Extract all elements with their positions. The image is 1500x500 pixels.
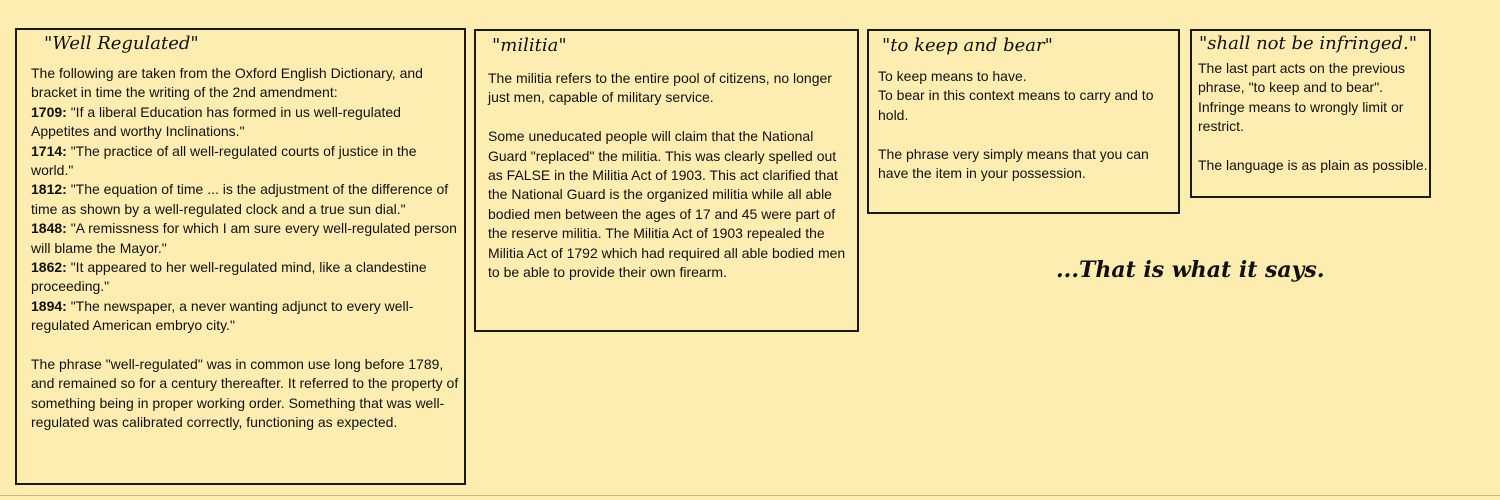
tagline: ...That is what it says. <box>1056 257 1325 283</box>
quote-year: 1812: <box>31 181 67 198</box>
intro-text: The following are taken from the Oxford English Dictionary, and bracket in time the writing of the 2nd amendment: <box>31 65 423 101</box>
plain-language-text: The language is as plain as possible. <box>1198 157 1428 174</box>
quote-item <box>31 258 461 297</box>
panel-title-well-regulated: "Well Regulated" <box>44 33 199 54</box>
quote-text: "If a liberal Education has formed in us well-regulated Appetites and worthy Inclinations." <box>31 103 401 140</box>
quote-text: "It appeared to her well-regulated mind, like a clandestine proceeding." <box>31 259 427 295</box>
infringe-definition: The last part acts on the previous phrase, "to keep and to bear". Infringe means to wrongly limit or restrict. <box>1198 60 1405 135</box>
panel-title-shall-not-be-infringed: "shall not be infringed." <box>1199 33 1418 54</box>
quote-item <box>31 219 461 258</box>
quote-year: 1862: <box>31 259 67 276</box>
quote-item <box>31 180 461 219</box>
panel-title-militia: "militia" <box>492 35 567 56</box>
conclusion-text: The phrase "well-regulated" was in common use long before 1789, and remained so for a century thereafter. It referred to the property of something being in proper working order. Something that was well-regulated was calibrated correctly, functioning as expected. <box>31 356 459 431</box>
quote-item <box>31 142 461 181</box>
quote-year: 1714: <box>31 142 67 159</box>
quote-item <box>31 297 461 336</box>
quote-text: "The newspaper, a never wanting adjunct to every well-regulated American embryo city." <box>31 297 414 334</box>
militia-definition: The militia refers to the entire pool of citizens, no longer just men, capable of military service. <box>488 70 832 106</box>
panel-body-well-regulated <box>31 64 461 433</box>
militia-national-guard-text: Some uneducated people will claim that the National Guard "replaced" the militia. This was clearly spelled out as FALSE in the Militia Act of 1903. This act clarified that the National Guard is the organized militia while all able bodied men between the ages of 17 and 45 were part of the reserve militia. The Militia Act of 1903 repealed the Militia Act of 1792 which had required all able bodied men to be able to provide their own firearm. <box>488 128 846 281</box>
quote-year: 1894: <box>31 297 67 314</box>
bear-definition: To bear in this context means to carry and to hold. <box>878 87 1154 123</box>
quote-text: "The equation of time ... is the adjustment of the difference of time as shown by a well-regulated clock and a true sun dial." <box>31 181 449 217</box>
quote-text: "A remissness for which I am sure every well-regulated person will blame the Mayor." <box>31 220 457 256</box>
panel-title-keep-and-bear: "to keep and bear" <box>882 35 1053 56</box>
quote-year: 1709: <box>31 103 67 120</box>
panel-body-shall-not-be-infringed <box>1198 59 1428 175</box>
quote-item <box>31 103 461 142</box>
panel-body-keep-and-bear <box>878 67 1176 183</box>
bottom-divider <box>0 495 1500 496</box>
keep-definition: To keep means to have. <box>878 68 1027 84</box>
quote-text: "The practice of all well-regulated courts of justice in the world." <box>31 142 417 179</box>
phrase-meaning: The phrase very simply means that you can have the item in your possession. <box>878 145 1149 182</box>
quote-year: 1848: <box>31 220 67 237</box>
panel-body-militia <box>488 69 853 282</box>
